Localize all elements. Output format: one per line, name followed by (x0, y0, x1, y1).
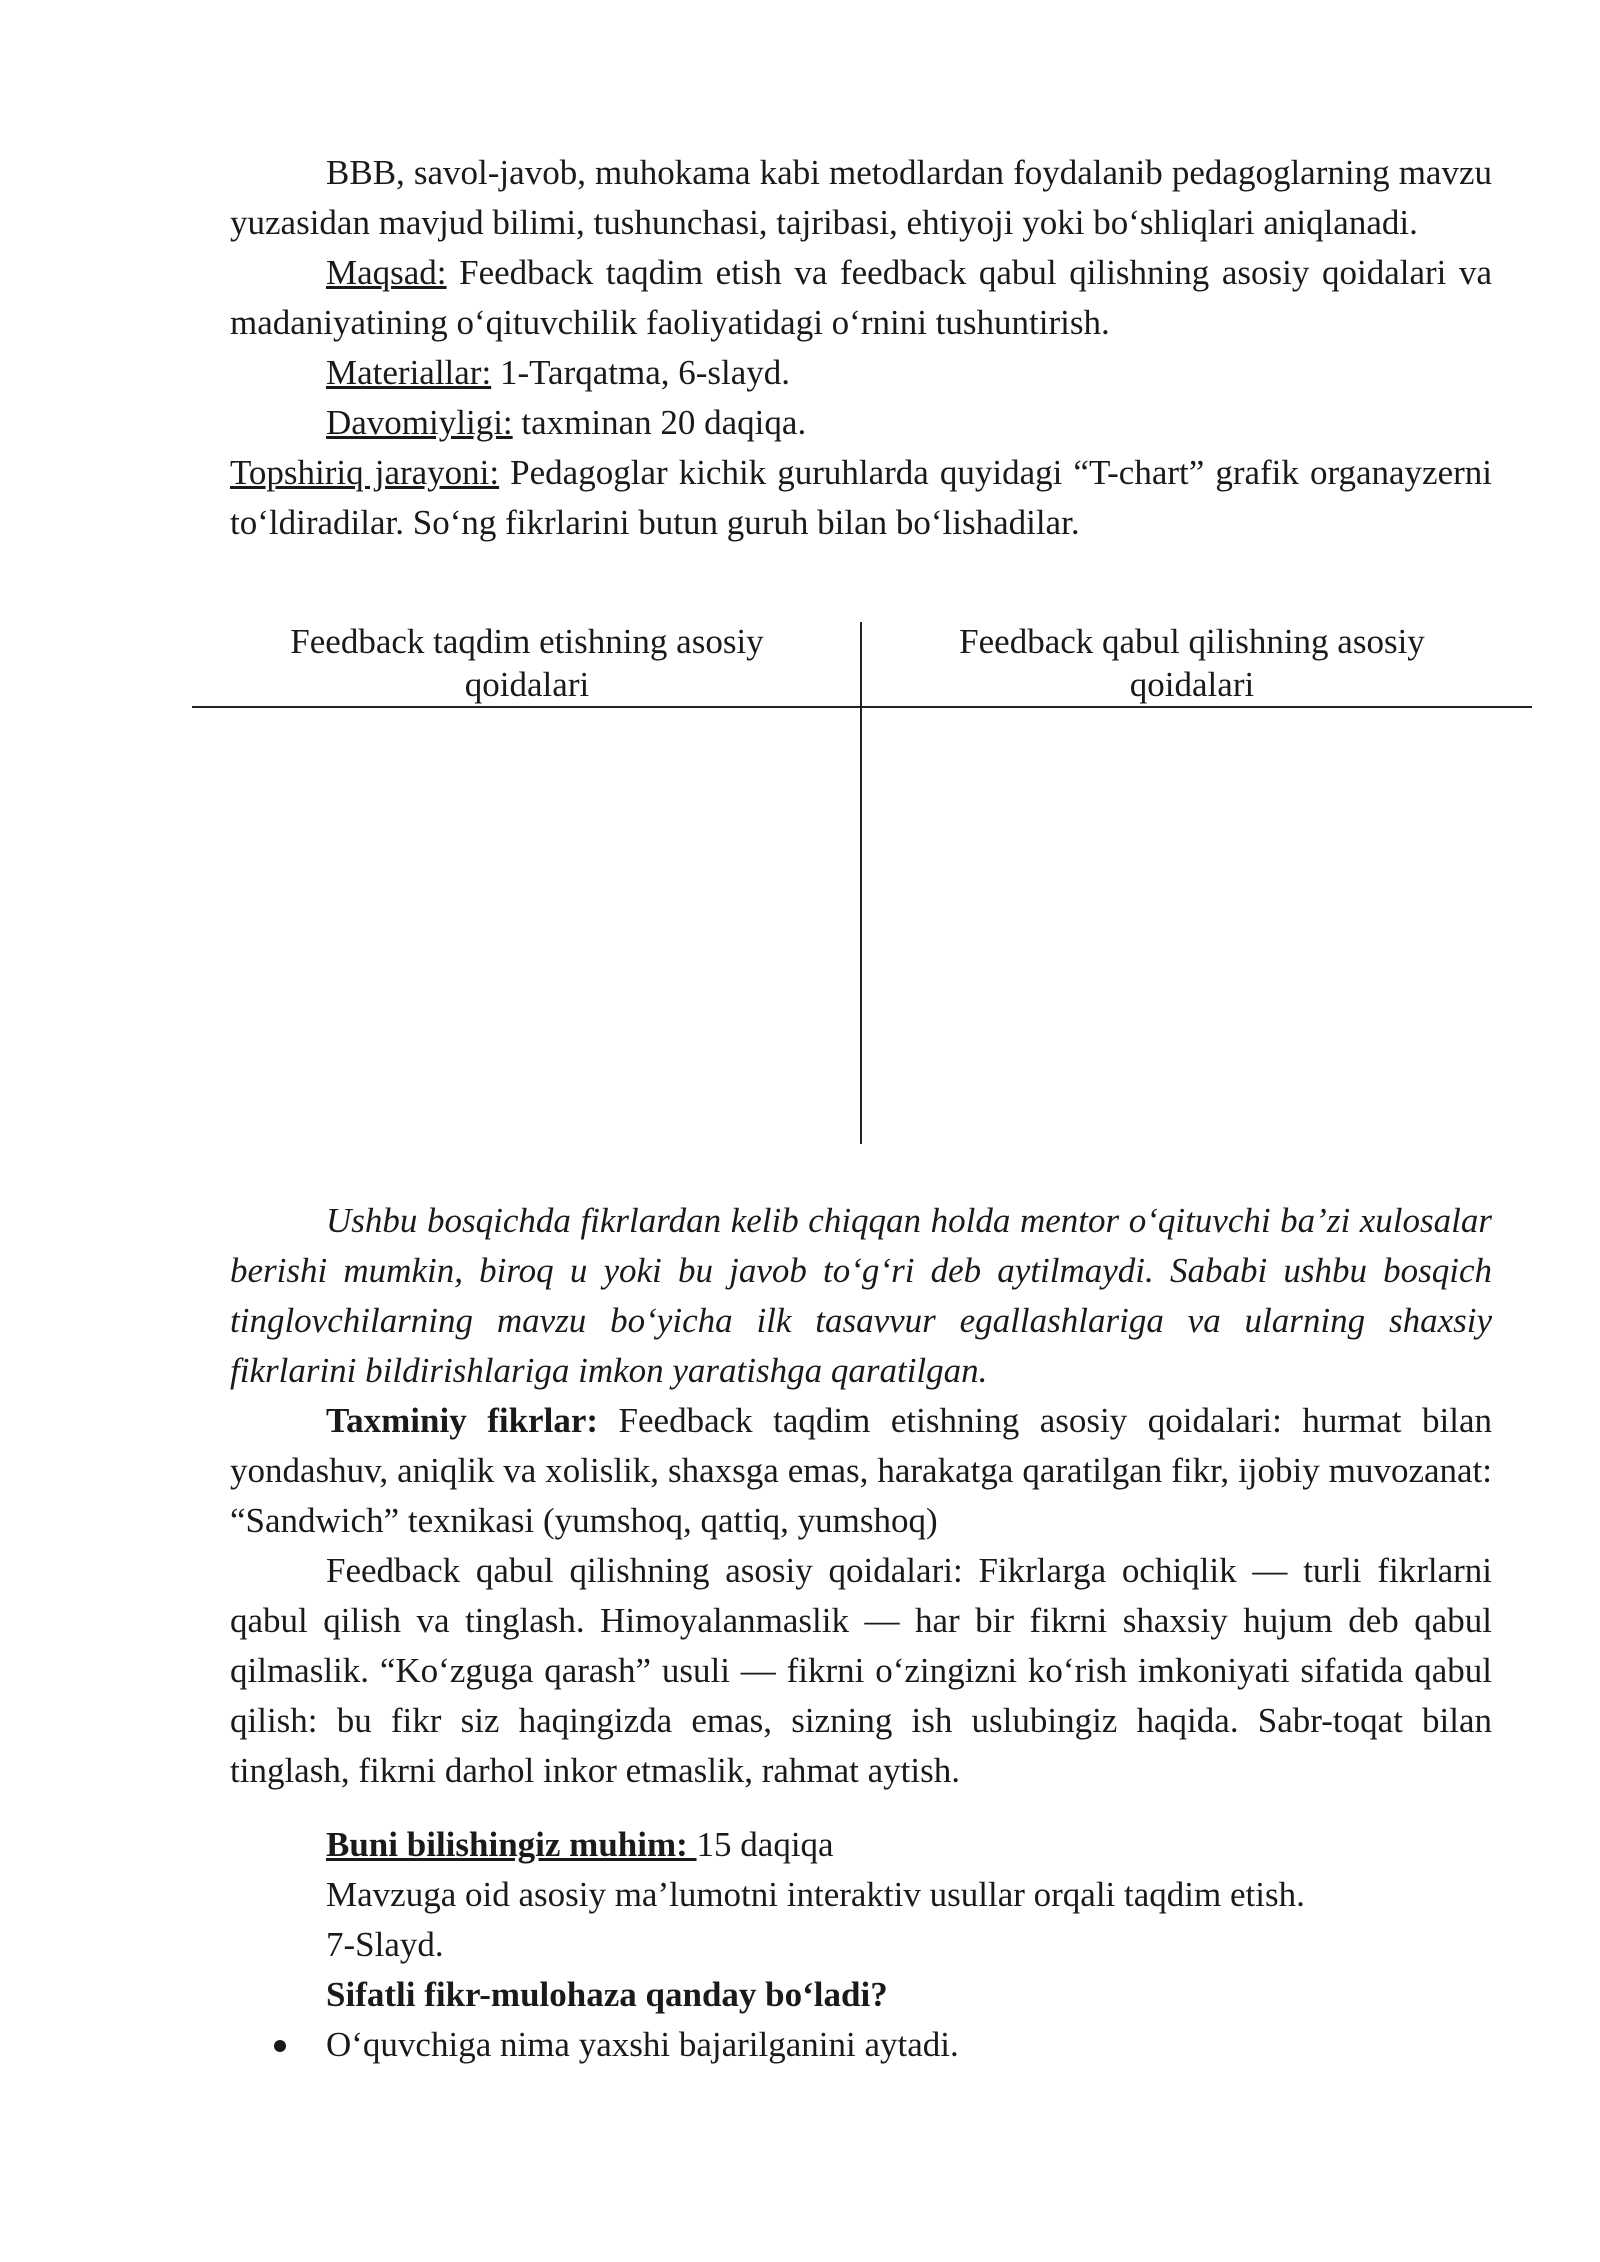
sample-paragraph (230, 1396, 1492, 1546)
goal-label: Maqsad: (326, 253, 447, 292)
goal-paragraph (230, 248, 1492, 348)
t-chart-vertical-line (860, 622, 862, 1144)
materials-label: Materiallar: (326, 353, 492, 392)
important-line-1: Mavzuga oid asosiy ma’lumotni interaktiv usullar orqali taqdim etish. (326, 1875, 1305, 1914)
materials-paragraph (230, 348, 1492, 398)
important-question: Sifatli fikr-mulohaza qanday bo‘ladi? (326, 1975, 888, 2014)
task-text: Pedagoglar kichik guruhlarda quyidagi “T-chart” grafik organayzerni to‘ldiradilar. So‘ng fikrlarini butun guruh bilan bo‘lishadilar. (230, 453, 1493, 542)
sample-label: Taxminiy fikrlar: (326, 1401, 599, 1440)
t-chart-horizontal-line (192, 706, 1532, 708)
receive-paragraph: Feedback qabul qilishning asosiy qoidalari: Fikrlarga ochiqlik — turli fikrlarni qabul qilish va tinglash. Himoyalanmaslik — har bir fikrni shaxsiy hujum deb qabul qilmaslik. “Ko‘zguga qarash” usuli — fikrni o‘zingizni ko‘rish imkoniyati sifatida qabul qilish: bu fikr siz haqingizda emas, sizning ish uslubingiz haqida. Sabr-toqat bilan tinglash, fikrni darhol inkor etmaslik, rahmat aytish. (230, 1551, 1492, 1790)
duration-text: taxminan 20 daqiqa. (512, 403, 807, 442)
task-label: Topshiriq jarayoni: (230, 453, 500, 492)
important-block (230, 1820, 1492, 2020)
task-paragraph (230, 448, 1492, 548)
t-chart (192, 620, 1532, 1144)
t-chart-left-header: Feedback taqdim etishning asosiy qoidalari (290, 622, 764, 704)
important-label: Buni bilishingiz muhim: (326, 1825, 697, 1864)
list-item-text: O‘quvchiga nima yaxshi bajarilganini aytadi. (326, 2025, 959, 2064)
sample-text: Feedback taqdim etishning asosiy qoidalari: hurmat bilan yondashuv, aniqlik va xolislik, shaxsga emas, harakatga qaratilgan fikr, ijobiy muvozanat: “Sandwich” texnikasi (yumshoq, qattiq, yumshoq) (230, 1401, 1492, 1540)
important-line-2: 7-Slayd. (326, 1925, 444, 1964)
materials-text: 1-Tarqatma, 6-slayd. (491, 353, 791, 392)
list-item (230, 2020, 1492, 2070)
intro-paragraph: BBB, savol-javob, muhokama kabi metodlardan foydalanib pedagoglarning mavzu yuzasidan mavjud bilimi, tushunchasi, tajribasi, ehtiyoji yoki bo‘shliqlari aniqlanadi. (230, 153, 1492, 242)
note-paragraph: Ushbu bosqichda fikrlardan kelib chiqqan holda mentor o‘qituvchi ba’zi xulosalar berishi mumkin, biroq u yoki bu javob to‘g‘ri deb aytilmaydi. Sababi ushbu bosqich tinglovchilarning mavzu bo‘yicha ilk tasavvur egallashlariga va ularning shaxsiy fikrlarini bildirishlariga imkon yaratishga qaratilgan. (230, 1201, 1492, 1390)
bullet-icon (274, 2040, 286, 2052)
important-duration: 15 daqiqa (696, 1825, 834, 1864)
duration-paragraph (230, 398, 1492, 448)
goal-text: Feedback taqdim etish va feedback qabul qilishning asosiy qoidalari va madaniyatining o‘qituvchilik faoliyatidagi o‘rnini tushuntirish. (230, 253, 1492, 342)
t-chart-right-header: Feedback qabul qilishning asosiy qoidalari (959, 622, 1425, 704)
important-heading (326, 1820, 1492, 1870)
duration-label: Davomiyligi: (326, 403, 513, 442)
document-page (230, 148, 1492, 2070)
